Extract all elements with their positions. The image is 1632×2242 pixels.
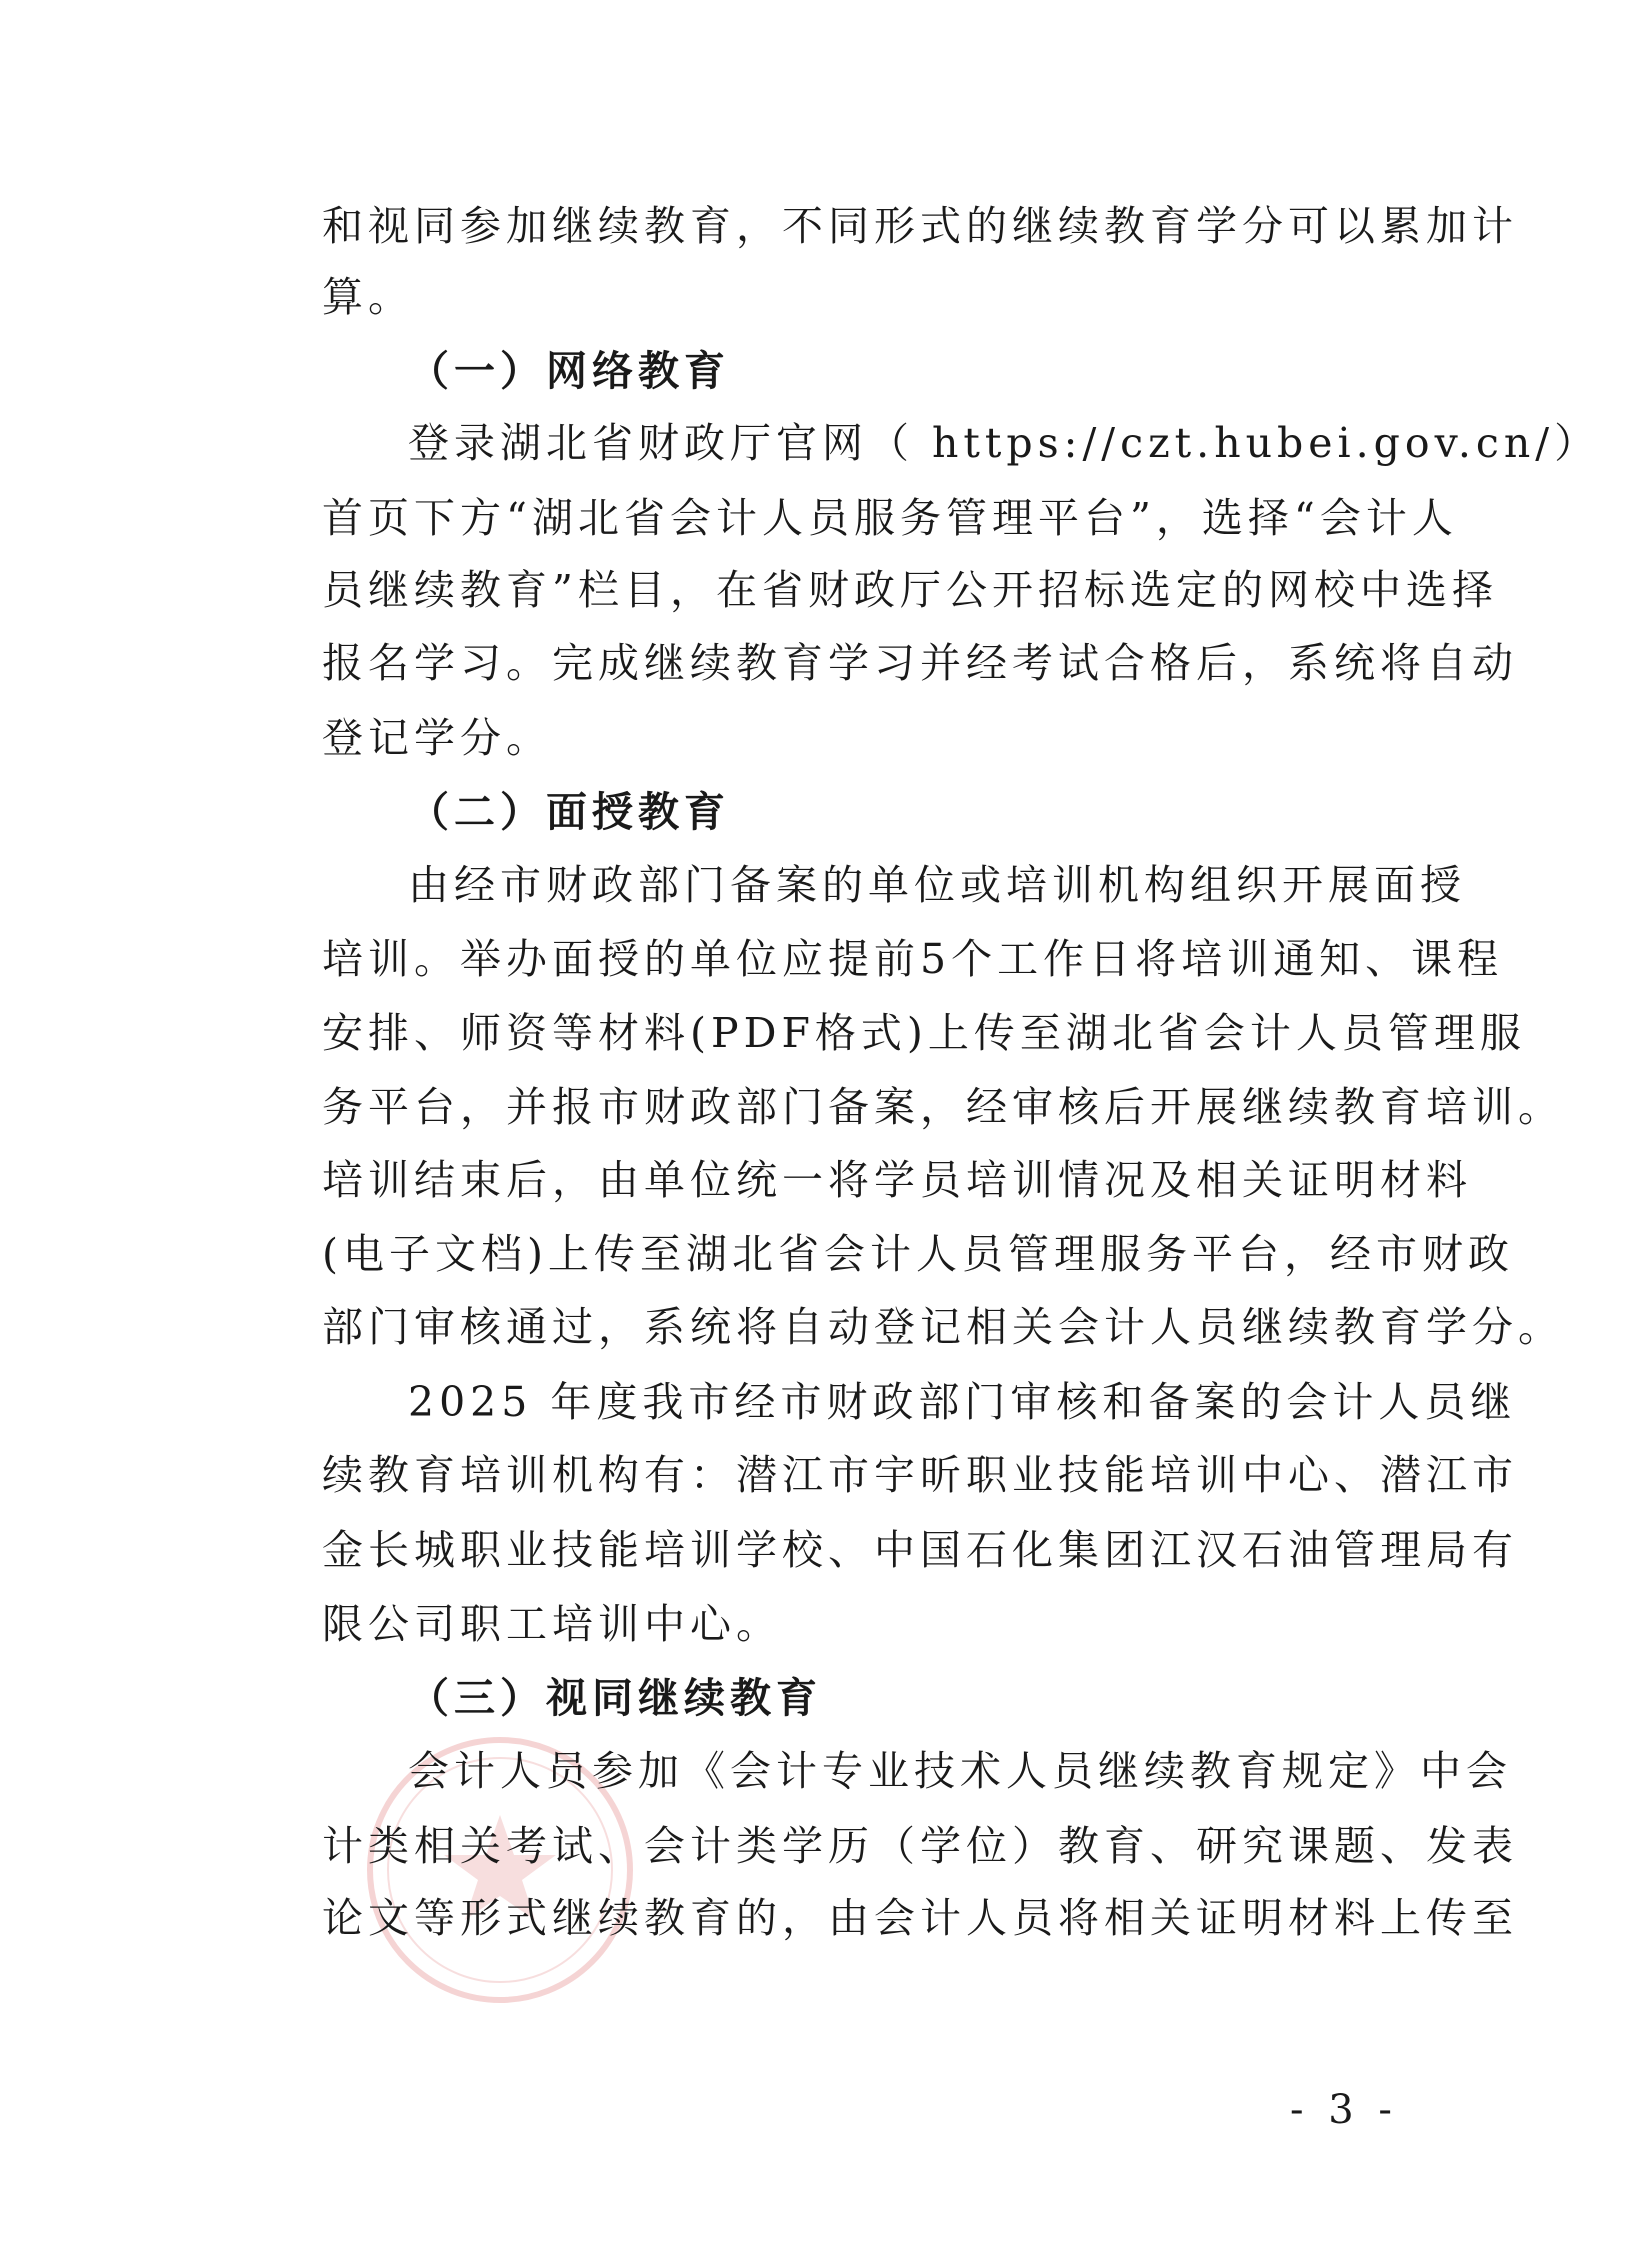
text-line-10: 由经市财政部门备案的单位或培训机构组织开展面授 xyxy=(408,861,1466,909)
text-line-5: 首页下方“湖北省会计人员服务管理平台”，选择“会计人 xyxy=(322,494,1458,542)
text-line-16: 部门审核通过，系统将自动登记相关会计人员继续教育学分。 xyxy=(322,1303,1564,1351)
text-line-19: 金长城职业技能培训学校、中国石化集团江汉石油管理局有 xyxy=(322,1526,1518,1574)
text-line-7: 报名学习。完成继续教育学习并经考试合格后，系统将自动 xyxy=(322,639,1518,687)
text-line-11: 培训。举办面授的单位应提前5个工作日将培训通知、课程 xyxy=(322,935,1504,983)
text-line-4: 登录湖北省财政厅官网（ https://czt.hubei.gov.cn/） xyxy=(408,419,1601,467)
text-line-23: 计类相关考试、会计类学历（学位）教育、研究课题、发表 xyxy=(322,1822,1518,1870)
text-line-14: 培训结束后，由单位统一将学员培训情况及相关证明材料 xyxy=(322,1156,1472,1204)
section-heading-face-to-face-education: （二）面授教育 xyxy=(408,788,730,836)
section-heading-equivalent-education: （三）视同继续教育 xyxy=(408,1674,822,1722)
text-line-18: 续教育培训机构有：潜江市宇昕职业技能培训中心、潜江市 xyxy=(322,1451,1518,1499)
text-line-12: 安排、师资等材料(PDF格式)上传至湖北省会计人员管理服 xyxy=(322,1009,1526,1057)
text-line-24: 论文等形式继续教育的，由会计人员将相关证明材料上传至 xyxy=(322,1894,1518,1942)
section-heading-online-education: （一）网络教育 xyxy=(408,347,730,395)
text-line-6: 员继续教育”栏目，在省财政厅公开招标选定的网校中选择 xyxy=(322,566,1498,614)
text-line-13: 务平台，并报市财政部门备案，经审核后开展继续教育培训。 xyxy=(322,1083,1564,1131)
text-line-22: 会计人员参加《会计专业技术人员继续教育规定》中会 xyxy=(408,1747,1512,1795)
page-number: - 3 - xyxy=(1290,2087,1398,2133)
text-line-17: 2025 年度我市经市财政部门审核和备案的会计人员继 xyxy=(408,1378,1517,1426)
text-line-15: (电子文档)上传至湖北省会计人员管理服务平台，经市财政 xyxy=(322,1230,1514,1278)
text-line-8: 登记学分。 xyxy=(322,714,552,762)
text-line-20: 限公司职工培训中心。 xyxy=(322,1600,782,1648)
text-line-2: 算。 xyxy=(322,273,414,321)
text-line-1: 和视同参加继续教育，不同形式的继续教育学分可以累加计 xyxy=(322,202,1518,250)
